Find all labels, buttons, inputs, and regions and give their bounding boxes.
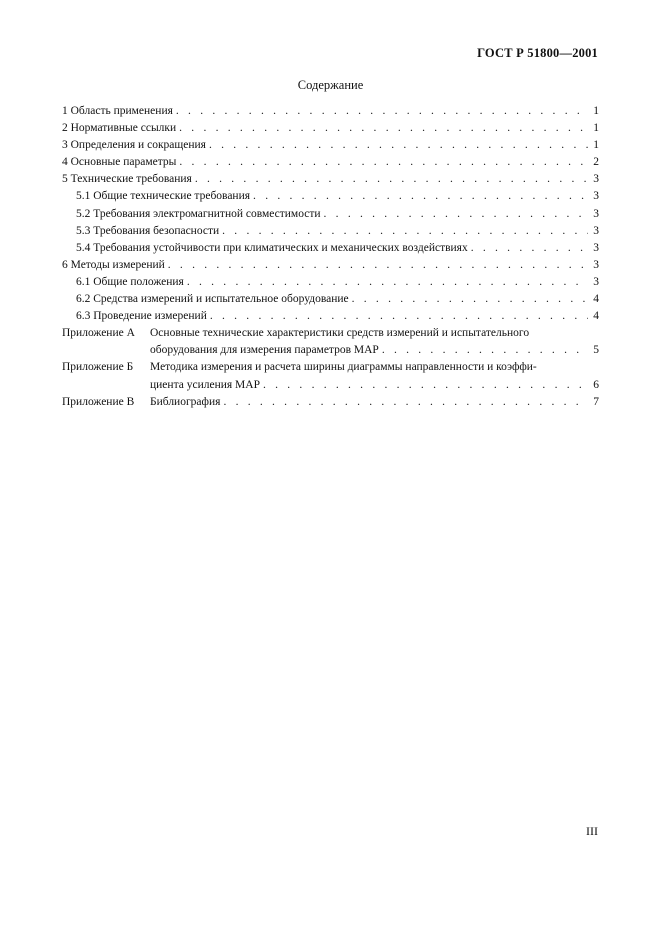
toc-entry-page: 5 (593, 344, 599, 357)
toc-appendix-b[interactable] (62, 359, 599, 393)
toc-entry-page: 3 (593, 258, 599, 271)
toc-entry-2[interactable] (62, 120, 599, 137)
page-number: III (586, 824, 598, 838)
document-header-code: ГОСТ Р 51800—2001 (477, 46, 598, 60)
toc-entry-page: 4 (593, 310, 599, 323)
toc-entry-5-2[interactable] (62, 206, 599, 223)
toc-entry-page: 3 (593, 241, 599, 254)
dot-leader (263, 377, 588, 394)
toc-entry-page: 1 (593, 105, 599, 117)
toc-entry-page: 3 (593, 173, 599, 186)
toc-entry-page: 3 (593, 224, 599, 237)
appendix-title-line: Библиография (150, 395, 221, 408)
toc-entry-page: 7 (593, 395, 599, 408)
dot-leader (176, 103, 588, 120)
dot-leader (222, 223, 588, 240)
toc-entry-page: 1 (593, 139, 599, 152)
toc-entry-4[interactable] (62, 154, 599, 171)
dot-leader (210, 308, 588, 325)
toc-entry-label: 6.1 Общие положения (76, 275, 184, 288)
toc-entry-page: 2 (593, 156, 599, 169)
toc-entry-6-2[interactable] (62, 291, 599, 308)
toc-entry-5-4[interactable] (62, 240, 599, 257)
toc-appendix-a[interactable] (62, 325, 599, 359)
appendix-label: Приложение В (62, 395, 135, 408)
toc-entry-page: 6 (593, 378, 599, 391)
toc-entry-page: 4 (593, 293, 599, 306)
appendix-label: Приложение Б (62, 361, 134, 374)
toc-entry-page: 3 (593, 190, 599, 203)
toc-entry-label: 1 Область применения (62, 105, 173, 117)
toc-entry-1[interactable] (62, 103, 599, 120)
dot-leader (253, 188, 588, 205)
dot-leader (209, 137, 588, 154)
dot-leader (382, 342, 588, 359)
toc-entry-label: 5 Технические требования (62, 173, 192, 186)
toc-entry-page: 1 (593, 122, 599, 135)
toc-entry-label: 4 Основные параметры (62, 156, 177, 169)
toc-entry-page: 3 (593, 275, 599, 288)
toc-entry-label: 3 Определения и сокращения (62, 139, 206, 152)
toc-entry-3[interactable] (62, 137, 599, 154)
toc-entry-5[interactable] (62, 171, 599, 188)
appendix-title-line: циента усиления МАР (150, 378, 260, 391)
page-title: Содержание (297, 78, 364, 92)
toc-entry-5-3[interactable] (62, 223, 599, 240)
toc-entry-label: 5.2 Требования электромагнитной совместимости (76, 207, 321, 220)
appendix-title-line: Основные технические характеристики средств измерений и испытательного (150, 327, 530, 340)
appendix-title-line: оборудования для измерения параметров МАР (150, 344, 379, 357)
dot-leader (195, 171, 588, 188)
toc-entry-label: 6 Методы измерений (62, 258, 165, 271)
toc-entry-label: 5.1 Общие технические требования (76, 190, 251, 203)
toc-entry-5-1[interactable] (62, 188, 599, 205)
dot-leader (324, 206, 588, 223)
appendix-title-line: Методика измерения и расчета ширины диаграммы направленности и коэффи- (150, 361, 537, 374)
dot-leader (179, 154, 588, 171)
appendix-label: Приложение А (62, 327, 135, 340)
dot-leader (471, 240, 588, 257)
toc-entry-label: 2 Нормативные ссылки (62, 122, 177, 135)
toc-entry-page: 3 (593, 207, 599, 220)
table-of-contents (62, 103, 599, 411)
toc-appendix-c[interactable] (62, 394, 599, 411)
toc-entry-6-1[interactable] (62, 274, 599, 291)
dot-leader (187, 274, 588, 291)
dot-leader (179, 120, 588, 137)
toc-entry-label: 6.2 Средства измерений и испытательное оборудование (76, 293, 349, 306)
dot-leader (168, 257, 588, 274)
toc-entry-label: 5.4 Требования устойчивости при климатических и механических воздействиях (76, 241, 468, 254)
toc-entry-6-3[interactable] (62, 308, 599, 325)
toc-entry-label: 5.3 Требования безопасности (76, 224, 220, 237)
dot-leader (352, 291, 588, 308)
toc-entry-label: 6.3 Проведение измерений (76, 310, 207, 323)
dot-leader (223, 394, 588, 411)
toc-entry-6[interactable] (62, 257, 599, 274)
